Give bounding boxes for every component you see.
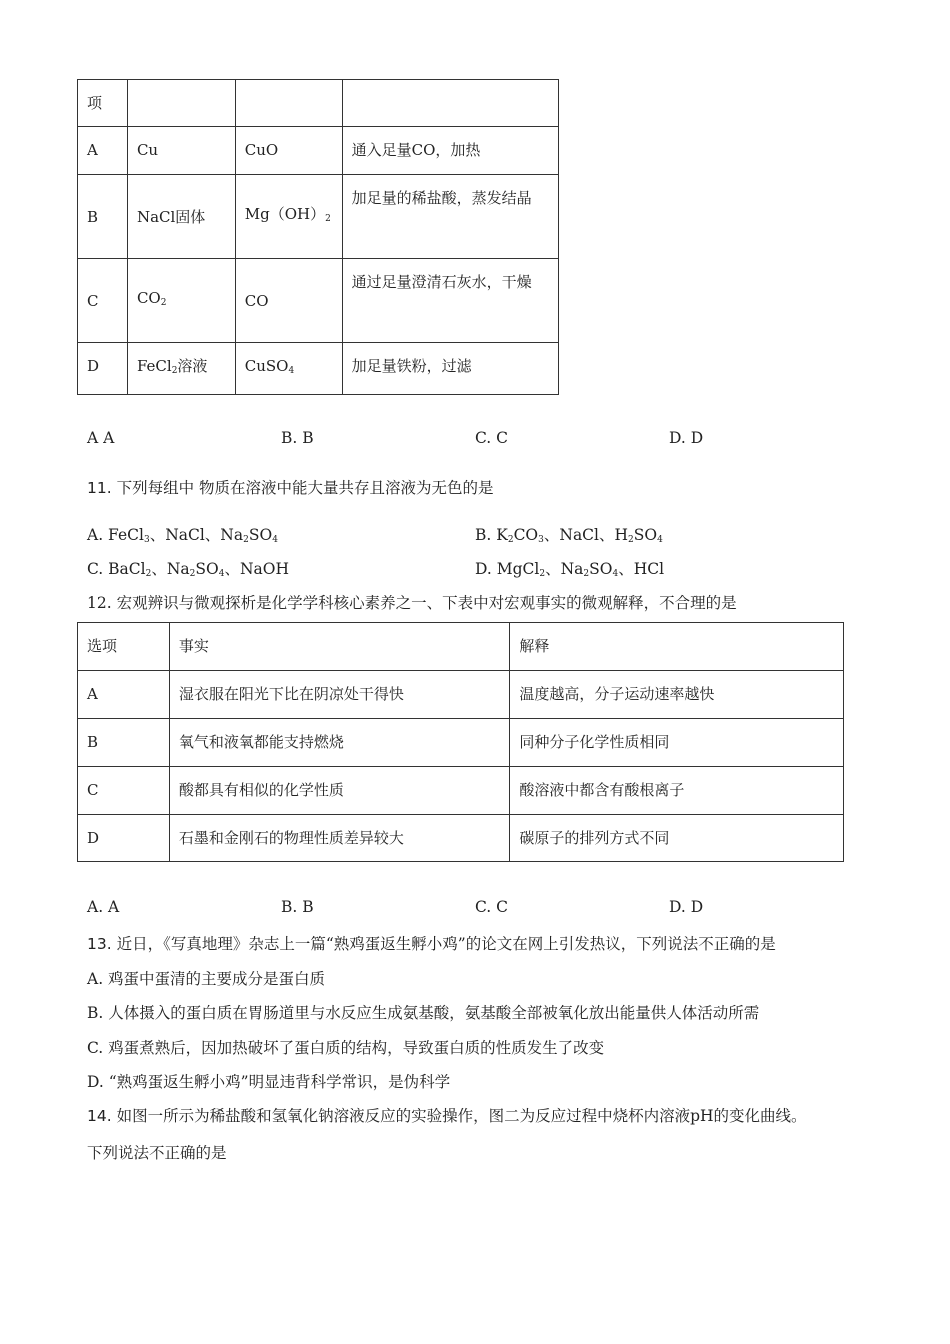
q12-option-d: D. D (669, 898, 704, 916)
table-row (78, 671, 844, 719)
table-cell: 氧气和液氧都能支持燃烧 (169, 719, 510, 767)
table-row (78, 815, 844, 862)
question-number: 14. (87, 1107, 112, 1125)
table-cell: B (78, 719, 170, 767)
q13-option-b: B. 人体摄入的蛋白质在胃肠道里与水反应生成氨基酸，氨基酸全部被氧化放出能量供人体活动所需 (87, 1004, 760, 1022)
table-row (78, 259, 559, 343)
table-cell (342, 80, 558, 127)
table-row (78, 623, 844, 671)
table-row (78, 767, 844, 815)
question-number: 13. (87, 935, 112, 953)
table-header-cell: 选项 (78, 623, 170, 671)
table-cell: B (78, 175, 128, 259)
question-number: 11. (87, 479, 112, 497)
table-cell: FeCl$_2$溶液 (127, 343, 235, 395)
table-cell: CuSO$_4$ (235, 343, 342, 395)
table-cell: 湿衣服在阳光下比在阴凉处干得快 (169, 671, 510, 719)
table-cell (235, 80, 342, 127)
table-cell: CO (235, 259, 342, 343)
q13-option-a: A. 鸡蛋中蛋清的主要成分是蛋白质 (87, 970, 326, 988)
q11-option-c: C. BaCl$_2$、$Na_2SO_4$、NaOH (87, 560, 289, 579)
table-cell: A (78, 671, 170, 719)
question-text: 近日，《写真地理》杂志上一篇“熟鸡蛋返生孵小鸡”的论文在网上引发热议，下列说法不正确的是 (116, 935, 776, 953)
q12-option-a: A. A (87, 898, 120, 916)
table-cell: CuO (235, 127, 342, 175)
q10-option-d: D. D (669, 429, 704, 447)
table-cell: D (78, 815, 170, 862)
table-cell: $Mg(OH)_2$ (235, 175, 342, 259)
question-text: 如图一所示为稀盐酸和氢氧化钠溶液反应的实验操作，图二为反应过程中烧杯内溶液pH的变化曲线。 (116, 1107, 807, 1125)
table-cell: NaCl固体 (127, 175, 235, 259)
table-row (78, 175, 559, 259)
table-header-cell: 事实 (169, 623, 510, 671)
table-cell: 同种分子化学性质相同 (510, 719, 844, 767)
table-cell: 酸都具有相似的化学性质 (169, 767, 510, 815)
table-row (78, 127, 559, 175)
q13-stem (87, 932, 776, 954)
q10-table (77, 79, 559, 395)
q11-option-d: D. MgCl$_2$、$Na_2SO_4$、HCl (475, 560, 665, 579)
q14-stem-continued: 下列说法不正确的是 (87, 1144, 227, 1162)
table-cell: 碳原子的排列方式不同 (510, 815, 844, 862)
q13-option-d: D. “熟鸡蛋返生孵小鸡”明显违背科学常识，是伪科学 (87, 1073, 451, 1091)
table-cell: D (78, 343, 128, 395)
table-cell: Cu (127, 127, 235, 175)
table-cell: 项 (78, 80, 128, 127)
table-header-cell: 解释 (510, 623, 844, 671)
q11-stem (87, 476, 494, 498)
question-text: 下列每组中 物质在溶液中能大量共存且溶液为无色的是 (116, 479, 494, 497)
table-cell: 酸溶液中都含有酸根离子 (510, 767, 844, 815)
q14-stem (87, 1104, 807, 1126)
q13-option-c: C. 鸡蛋煮熟后，因加热破坏了蛋白质的结构，导致蛋白质的性质发生了改变 (87, 1039, 605, 1057)
table-cell: 温度越高，分子运动速率越快 (510, 671, 844, 719)
table-cell (127, 80, 235, 127)
q10-option-b: B. B (281, 429, 314, 447)
table-row (78, 719, 844, 767)
table-cell: 加足量的稀盐酸，蒸发结晶 (342, 175, 558, 259)
table-cell: 石墨和金刚石的物理性质差异较大 (169, 815, 510, 862)
table-row (78, 80, 559, 127)
table-cell: C (78, 767, 170, 815)
q11-option-a: A. FeCl$_3$、NaCl、$Na_2SO_4$ (87, 526, 278, 545)
q12-stem: 12. 宏观辨识与微观探析是化学学科核心素养之一、下表中对宏观事实的微观解释，不合理的是 (87, 594, 737, 612)
table-cell: 加足量铁粉，过滤 (342, 343, 558, 395)
table-cell: $CO_2$ (127, 259, 235, 343)
table-row (78, 343, 559, 395)
q12-option-b: B. B (281, 898, 314, 916)
q12-table (77, 622, 844, 862)
table-cell: 通过足量澄清石灰水，干燥 (342, 259, 558, 343)
q12-option-c: C. C (475, 898, 509, 916)
table-cell: C (78, 259, 128, 343)
table-cell: A (78, 127, 128, 175)
q11-option-b: B. $K_2CO_3$、NaCl、$H_2SO_4$ (475, 526, 663, 545)
q10-option-a: A A (87, 429, 115, 447)
table-cell: 通入足量CO，加热 (342, 127, 558, 175)
q10-option-c: C. C (475, 429, 509, 447)
